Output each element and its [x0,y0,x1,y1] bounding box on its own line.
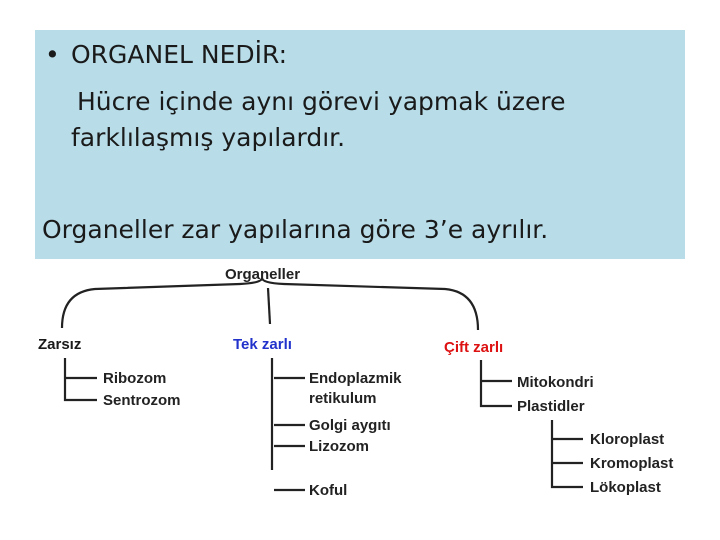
item-golgi: Golgi aygıtı [309,417,391,434]
item-plastidler: Plastidler [517,398,585,415]
branch-cift-zarli-label: Çift zarlı [444,339,504,356]
item-ribozom: Ribozom [103,370,167,387]
summary-text: Organeller zar yapılarına göre 3’e ayrılır. [42,215,549,244]
item-endoplazmik: Endoplazmik [309,370,402,387]
definition-line-1: Hücre içinde aynı görevi yapmak üzere [77,87,566,116]
item-sentrozom: Sentrozom [103,392,181,409]
branch-zarsiz-label: Zarsız [38,336,82,353]
bullet-icon: • [45,40,60,69]
item-retikulum: retikulum [309,390,377,407]
item-lokoplast: Lökoplast [590,479,661,496]
heading: ORGANEL NEDİR: [71,40,288,69]
branch-tek-zarli-label: Tek zarlı [233,336,292,353]
item-koful: Koful [309,482,348,499]
root-label: Organeller [225,266,301,283]
item-kloroplast: Kloroplast [590,431,665,448]
item-mitokondri: Mitokondri [517,374,594,391]
item-lizozom: Lizozom [309,438,369,455]
definition-line-2: farklılaşmış yapılardır. [71,123,346,152]
item-kromoplast: Kromoplast [590,455,674,472]
